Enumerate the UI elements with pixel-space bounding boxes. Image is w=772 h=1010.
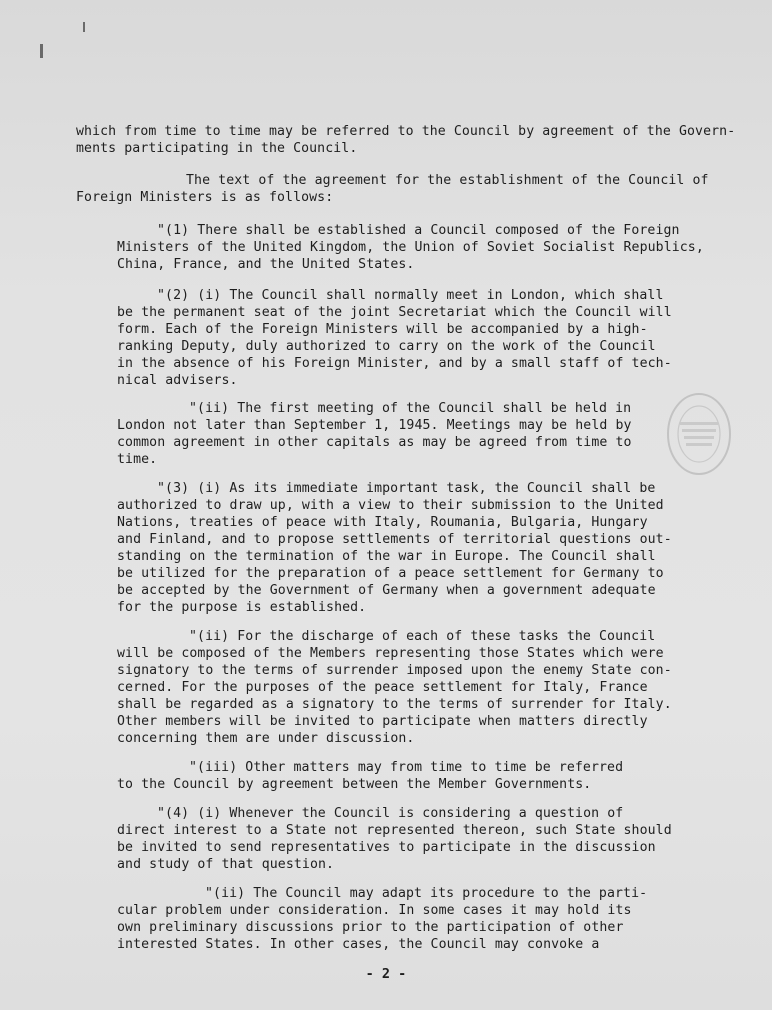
text-line: will be composed of the Members representing those States which were (117, 646, 664, 661)
text-line: Ministers of the United Kingdom, the Union of Soviet Socialist Republics, (117, 240, 704, 255)
text-line: The text of the agreement for the establishment of the Council of (186, 173, 709, 188)
text-line: "(ii) The first meeting of the Council shall be held in (189, 401, 632, 416)
text-line: own preliminary discussions prior to the participation of other (117, 920, 624, 935)
text-line: "(2) (i) The Council shall normally meet in London, which shall (157, 288, 664, 303)
text-line: China, France, and the United States. (117, 257, 415, 272)
text-line: be utilized for the preparation of a peace settlement for Germany to (117, 566, 664, 581)
text-line: be invited to send representatives to participate in the discussion (117, 840, 656, 855)
text-line: ranking Deputy, duly authorized to carry on the work of the Council (117, 339, 656, 354)
text-line: common agreement in other capitals as may be agreed from time to (117, 435, 632, 450)
text-line: London not later than September 1, 1945. Meetings may be held by (117, 418, 632, 433)
text-line: and Finland, and to propose settlements of territorial questions out- (117, 532, 672, 547)
text-line: shall be regarded as a signatory to the terms of surrender for Italy. (117, 697, 672, 712)
text-line: cerned. For the purposes of the peace settlement for Italy, France (117, 680, 648, 695)
text-line: cular problem under consideration. In some cases it may hold its (117, 903, 632, 918)
text-line: form. Each of the Foreign Ministers will be accompanied by a high- (117, 322, 648, 337)
text-line: signatory to the terms of surrender imposed upon the enemy State con- (117, 663, 672, 678)
scan-speck (83, 22, 85, 32)
text-line: ments participating in the Council. (76, 141, 358, 156)
text-line: time. (117, 452, 158, 467)
text-line: Foreign Ministers is as follows: (76, 190, 334, 205)
text-line: "(3) (i) As its immediate important task, the Council shall be (157, 481, 656, 496)
text-line: "(1) There shall be established a Council composed of the Foreign (157, 223, 680, 238)
text-line: interested States. In other cases, the Council may convoke a (117, 937, 600, 952)
text-line: be the permanent seat of the joint Secretariat which the Council will (117, 305, 672, 320)
text-line: "(ii) For the discharge of each of these tasks the Council (189, 629, 656, 644)
text-line: which from time to time may be referred to the Council by agreement of the Govern- (76, 124, 736, 139)
text-line: "(ii) The Council may adapt its procedure to the parti- (205, 886, 648, 901)
text-line: for the purpose is established. (117, 600, 367, 615)
text-line: standing on the termination of the war in Europe. The Council shall (117, 549, 656, 564)
text-line: "(iii) Other matters may from time to time be referred (189, 760, 624, 775)
text-line: and study of that question. (117, 857, 335, 872)
text-line: to the Council by agreement between the Member Governments. (117, 777, 592, 792)
text-line: Other members will be invited to participate when matters directly (117, 714, 648, 729)
text-line: authorized to draw up, with a view to their submission to the United (117, 498, 664, 513)
text-line: in the absence of his Foreign Minister, and by a small staff of tech- (117, 356, 672, 371)
archive-seal-stamp (666, 392, 732, 476)
text-line: concerning them are under discussion. (117, 731, 415, 746)
text-line: be accepted by the Government of Germany when a government adequate (117, 583, 656, 598)
text-line: "(4) (i) Whenever the Council is considering a question of (157, 806, 624, 821)
scan-speck (40, 44, 43, 58)
text-line: Nations, treaties of peace with Italy, Roumania, Bulgaria, Hungary (117, 515, 648, 530)
text-line: direct interest to a State not represented thereon, such State should (117, 823, 672, 838)
text-line: nical advisers. (117, 373, 238, 388)
page-number: - 2 - (365, 966, 407, 982)
